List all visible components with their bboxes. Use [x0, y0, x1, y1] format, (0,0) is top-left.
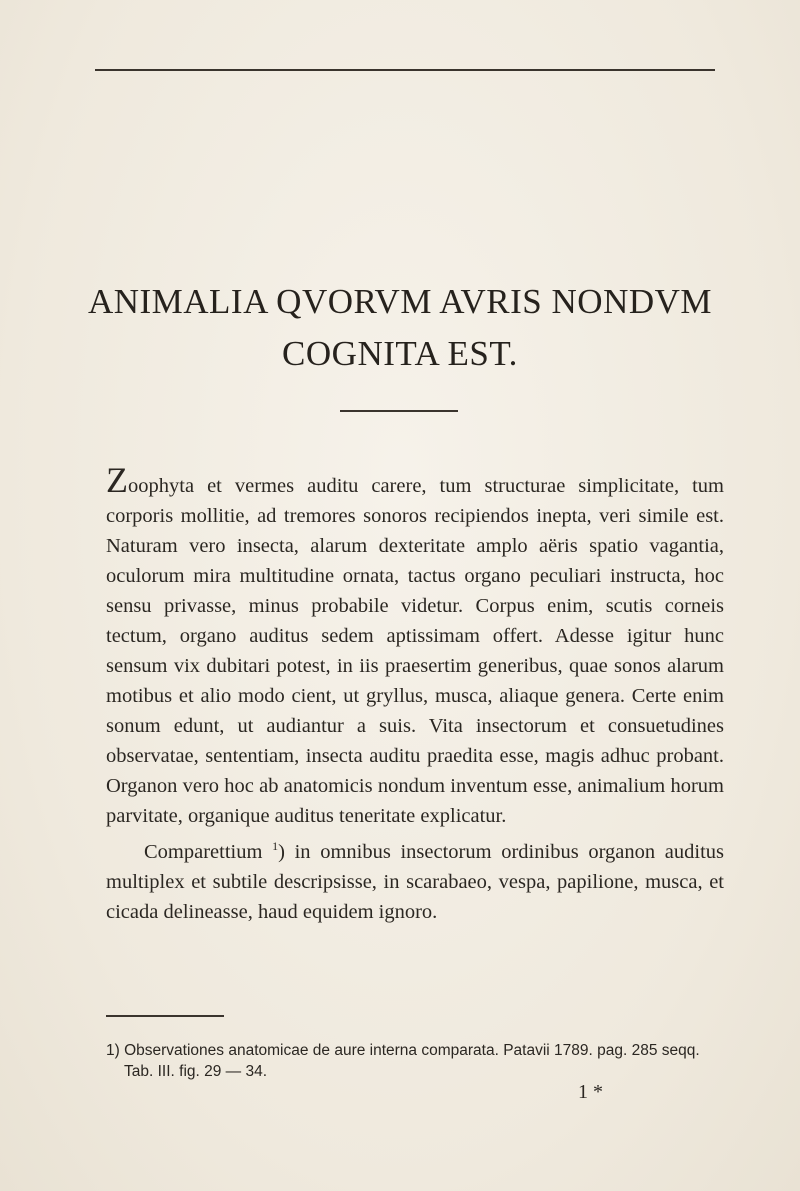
paragraph-2-start: Comparettium: [144, 841, 263, 863]
title-separator-rule: [340, 410, 458, 412]
paragraph-1: [106, 460, 724, 831]
footnote-reference: 1: [272, 839, 279, 853]
chapter-title-line-1: ANIMALIA QVORVM AVRIS NONDVM: [87, 282, 713, 321]
paragraph-1-text: oophyta et vermes auditu carere, tum structurae simplicitate, tum corporis mollitie, ad tremores sonoros recipiendos inepta, veri simile est. Naturam vero insecta, alarum dexteritate amplo aëris spatio vagantia, oculorum mira multitudine ornata, tactus organo peculiari instructa, hoc sensu privasse, minus probabile videtur. Corpus enim, scutis corneis tectum, organo auditus sedem aptissimam offert. Adesse igitur hunc sensum vix dubitari potest, in iis praesertim generibus, quae sonos alarum motibus et alio modo cient, ut gryllus, musca, aliaque genera. Certe enim sonum edunt, ut audiantur a suis. Vita insectorum et consuetudines observatae, sententiam, insecta auditu praedita esse, magis adhuc probant. Organon vero hoc ab anatomicis nondum inventum esse, animalium horum parvitate, organique auditus teneritate explicatur.: [106, 475, 724, 827]
footnote: [106, 1040, 726, 1082]
footnote-line-1: 1) Observationes anatomicae de aure interna comparata. Patavii 1789. pag. 285 seqq.: [106, 1042, 700, 1059]
paragraph-2-rest: ) in omnibus insectorum ordinibus organon auditus multiplex et subtile descripsisse, in scarabaeo, vespa, papilione, musca, et cicada delineasse, haud equidem ignoro.: [106, 841, 725, 923]
body-text: [106, 460, 725, 927]
paragraph-2: [106, 831, 724, 927]
initial-letter: Z: [106, 460, 128, 500]
chapter-title-line-2: COGNITA EST.: [282, 334, 518, 373]
signature-mark: 1 *: [578, 1081, 603, 1103]
footnote-rule: [106, 1015, 224, 1017]
top-rule: [95, 69, 715, 71]
footnote-line-2: Tab. III. fig. 29 — 34.: [124, 1063, 268, 1080]
